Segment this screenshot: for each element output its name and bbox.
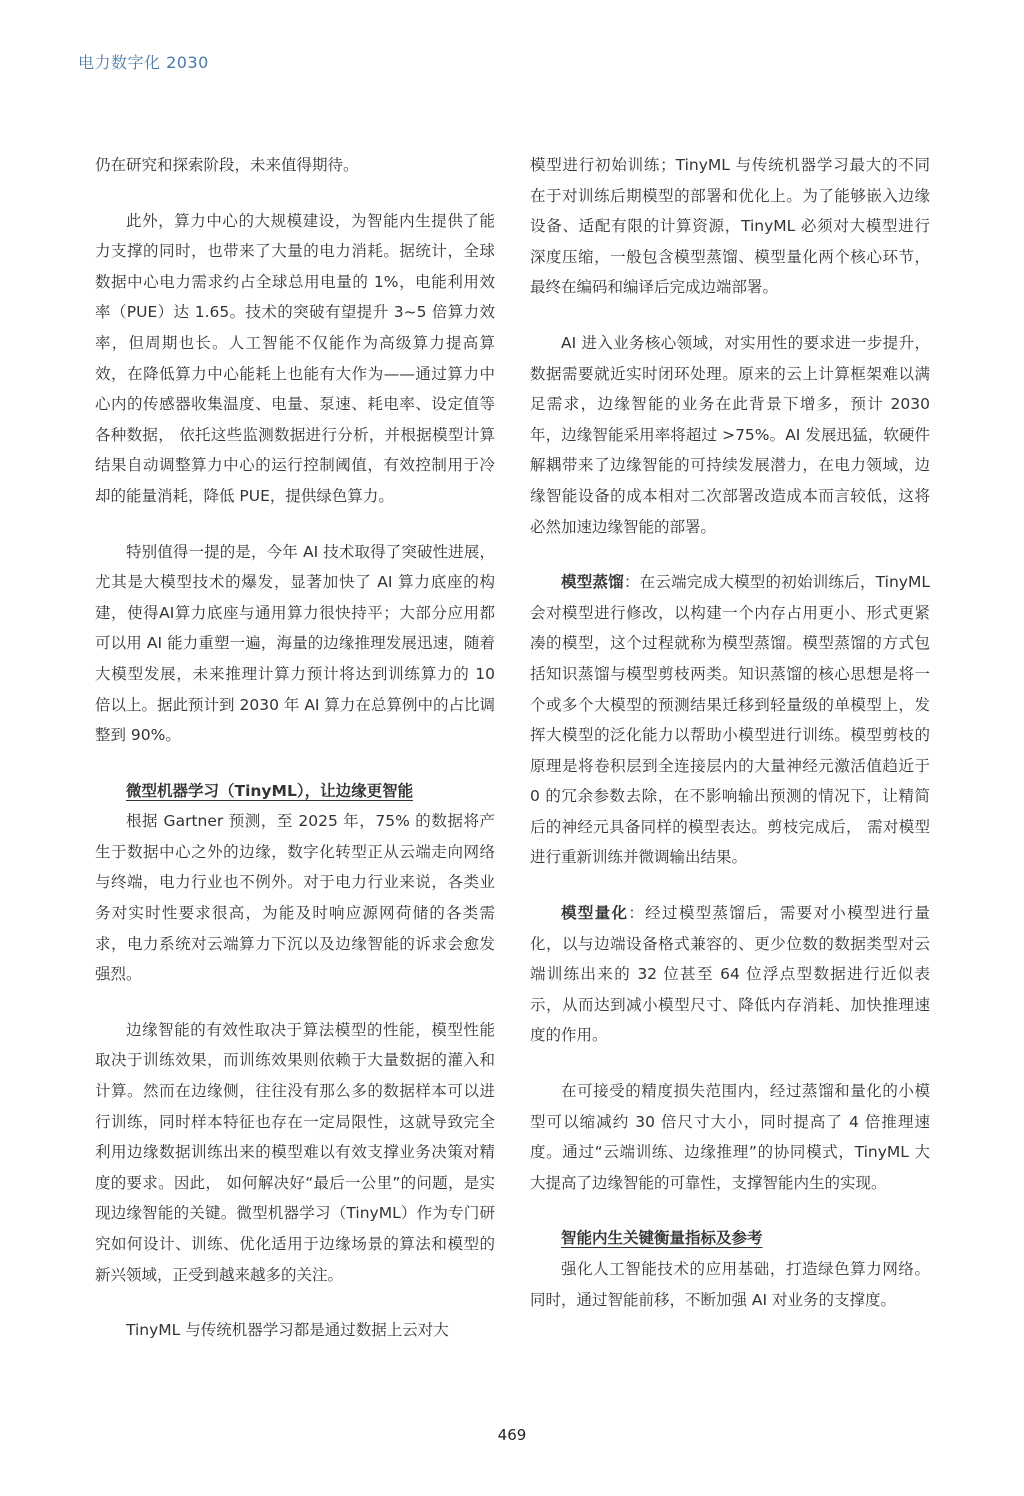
paragraph-model-distillation: [530, 567, 930, 873]
text-model-distillation: ：在云端完成大模型的初始训练后，TinyML 会对模型进行修改，以构建一个内存占用更小、形式更紧凑的模型，这个过程就称为模型蒸馏。模型蒸馏的方式包括知识蒸馏与模型剪枝两类。知识蒸馏的核心思想是将一个或多个大模型的预测结果迁移到轻量级的单模型上，发挥大模型的泛化能力以帮助小模型进行训练。模型剪枝的原理是将卷积层到全连接层内的大量神经元激活值趋近于 0 的冗余参数去除，在不影响输出预测的情况下，让精简后的神经元具备同样的模型表达。剪枝完成后， 需对模型进行重新训练并微调输出结果。: [530, 573, 930, 867]
left-column: [95, 150, 495, 1346]
right-column: [530, 150, 930, 1315]
paragraph-ai-core-business: AI 进入业务核心领域，对实用性的要求进一步提升，数据需要就近实时闭环处理。原来的云上计算框架难以满足需求，边缘智能的业务在此背景下增多，预计 2030 年，边缘智能采用率将超过 >75%。AI 发展迅猛，软硬件解耦带来了边缘智能的可持续发展潜力，在电力领域，边缘智能设备的成本相对二次部署改造成本而言较低，这将必然加速边缘智能的部署。: [530, 333, 930, 536]
paragraph-ai-breakthrough: 特别值得一提的是，今年 AI 技术取得了突破性进展，尤其是大模型技术的爆发，显著加快了 AI 算力底座的构建，使得AI算力底座与通用算力很快持平；大部分应用都可以用 AI 能力重塑一遍，海量的边缘推理发展迅速，随着大模型发展，未来推理计算力预计将达到训练算力的 10 倍以上。据此预计到 2030 年 AI 算力在总算例中的占比调整到 90%。: [95, 542, 495, 745]
paragraph-edge-intelligence: 边缘智能的有效性取决于算法模型的性能，模型性能取决于训练效果，而训练效果则依赖于大量数据的灌入和计算。然而在边缘侧，往往没有那么多的数据样本可以进行训练，同时样本特征也存在一定局限性，这就导致完全利用边缘数据训练出来的模型难以有效支撑业务决策对精度的要求。因此， 如何解决好“最后一公里”的问题，是实现边缘智能的关键。微型机器学习（TinyML）作为专门研究如何设计、训练、优化适用于边缘场景的算法和模型的新兴领域，正受到越来越多的关注。: [95, 1020, 495, 1284]
paragraph-tinyml-deployment: 模型进行初始训练；TinyML 与传统机器学习最大的不同在于对训练后期模型的部署和优化上。为了能够嵌入边缘设备、适配有限的计算资源，TinyML 必须对大模型进行深度压缩，一般包含模型蒸馏、模型量化两个核心环节，最终在编码和编译后完成边端部署。: [530, 156, 930, 297]
paragraph-gartner-forecast: 根据 Gartner 预测，至 2025 年，75% 的数据将产生于数据中心之外的边缘，数字化转型正从云端走向网络与终端，电力行业也不例外。对于电力行业来说，各类业务对实时性要求很高，为能及时响应源网荷储的各类需求，电力系统对云端算力下沉以及边缘智能的诉求会愈发强烈。: [95, 812, 495, 984]
paragraph-compression-result: 在可接受的精度损失范围内，经过蒸馏和量化的小模型可以缩减约 30 倍尺寸大小，同时提高了 4 倍推理速度。通过“云端训练、边缘推理”的协同模式，TinyML 大大提高了边缘智能的可靠性，支撑智能内生的实现。: [530, 1082, 930, 1192]
paragraph-computing-energy: 此外，算力中心的大规模建设，为智能内生提供了能力支撑的同时，也带来了大量的电力消耗。据统计，全球数据中心电力需求约占全球总用电量的 1%，电能利用效率（PUE）达 1.65。技术的突破有望提升 3~5 倍算力效率，但周期也长。人工智能不仅能作为高级算力提高算效，在降低算力中心能耗上也能有大作为——通过算力中心内的传感器收集温度、电量、泵速、耗电率、设定值等各种数据， 依托这些监测数据进行分析，并根据模型计算结果自动调整算力中心的运行控制阈值，有效控制用于冷却的能量消耗，降低 PUE，提供绿色算力。: [95, 211, 495, 505]
text-model-quantization: ：经过模型蒸馏后，需要对小模型进行量化，以与边端设备格式兼容的、更少位数的数据类型对云端训练出来的 32 位甚至 64 位浮点型数据进行近似表示，从而达到减小模型尺寸、降低内存消耗、加快推理速度的作用。: [530, 904, 930, 1045]
label-model-quantization: 模型量化: [561, 904, 629, 923]
paragraph-tinyml-intro: TinyML 与传统机器学习都是通过数据上云对大: [126, 1321, 449, 1340]
page-number: 469: [497, 1426, 527, 1444]
running-header: 电力数字化 2030: [78, 53, 209, 72]
label-model-distillation: 模型蒸馏: [561, 573, 624, 592]
paragraph-continued: 仍在研究和探索阶段，未来值得期待。: [95, 156, 359, 174]
section-heading-tinyml: 微型机器学习（TinyML），让边缘更智能: [126, 781, 414, 800]
section-heading-metrics: 智能内生关键衡量指标及参考: [561, 1229, 763, 1248]
paragraph-green-computing: 强化人工智能技术的应用基础，打造绿色算力网络。同时，通过智能前移，不断加强 AI 对业务的支撑度。: [530, 1260, 930, 1309]
paragraph-model-quantization: [530, 898, 930, 1051]
